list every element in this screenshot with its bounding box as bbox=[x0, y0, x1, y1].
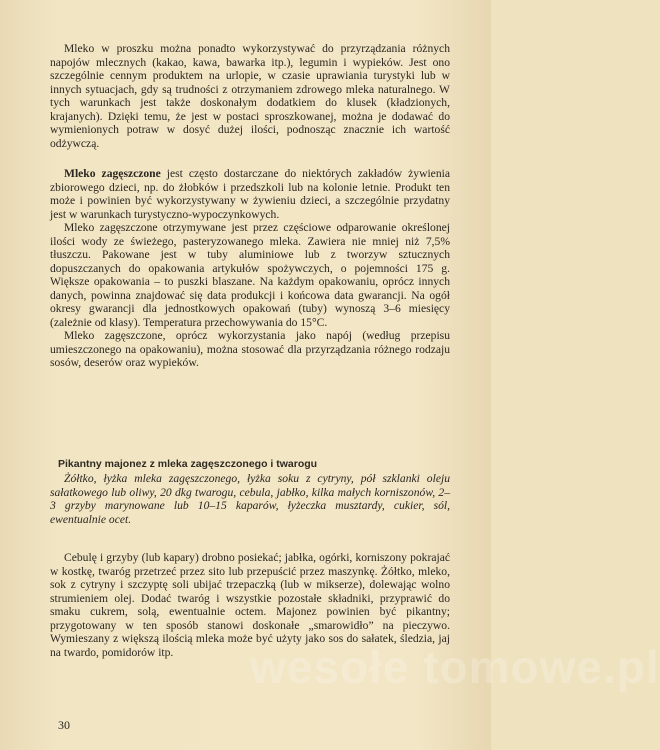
recipe-method: Cebulę i grzyby (lub kapary) drobno posiekać; jabłka, ogórki, korniszony pokrajać w kostkę, twaróg przetrzeć przez sito lub przepuścić przez maszynkę. Żółtko, mleko, sok z cytryny i szczyptę soli ubijać trzepaczką (lub w mikserze), dolewając wolno strumieniem olej. Dodać twaróg i wszystkie pozostałe składniki, przyprawić do smaku cukrem, solą, ewentualnie octem. Majonez powinien być pikantny; przygotowany w ten sposób stanowi doskonałe „smarowidło” na pieczywo. Wymieszany z większą ilością mleka może być użyty jako sos do sałatek, śledzia, jaj na twardo, pomidorów itp. bbox=[50, 551, 450, 659]
condensed-paragraph-2: Mleko zagęszczone otrzymywane jest przez częściowe odparowanie określonej ilości wody ze świeżego, pasteryzowanego mleka. Zawiera nie mniej niż 7,5% tłuszczu. Pakowane jest w tuby aluminiowe lub z tworzyw sztucznych dopuszczanych do opakowania artykułów spożywczych, o pojemności 175 g. Większe opakowania – to puszki blaszane. Na każdym opakowaniu, oprócz innych danych, powinna znajdować się data produkcji i końcowa data gwarancji. Na ogół okresy gwarancji dla jednostkowych opakowań (tuby) wynoszą 3–6 miesięcy (zależnie od klasy). Temperatura przechowywania do 15°C. bbox=[50, 221, 450, 329]
page-number: 30 bbox=[58, 718, 70, 732]
recipe-ingredients-section bbox=[50, 472, 450, 526]
intro-paragraph: Mleko w proszku można ponadto wykorzystywać do przyrządzania różnych napojów mlecznych (kakao, kawa, bawarka itp.), legumin i wypieków. Jest ono szczególnie cennym produktem na urlopie, w czasie uprawiania turystyki lub w innych sytuacjach, gdy są trudności z otrzymaniem zdrowego mleka naturalnego. W tych warunkach jest także doskonałym dodatkiem do klusek (kładzionych, krajanych). Dzięki temu, że jest w postaci sproszkowanej, można je dodawać do wymienionych potraw w dosyć dużej ilości, podnosząc znacznie ich wartość odżywczą. bbox=[50, 42, 450, 150]
intro-section bbox=[50, 42, 450, 150]
watermark: wesołe tomowe.pl bbox=[250, 641, 660, 693]
condensed-milk-section bbox=[50, 167, 450, 370]
condensed-paragraph-1-text: jest często dostarczane do niektórych zakładów żywienia zbiorowego dzieci, np. do żłobków i przedszkoli lub na kolonie letnie. Produkt ten może i powinien być wykorzystywany w żywieniu dzieci, a szczególnie przydatny jest w warunkach turystyczno-wypoczynkowych. bbox=[50, 167, 450, 221]
condensed-paragraph-1 bbox=[50, 167, 450, 221]
condensed-milk-term: Mleko zagęszczone bbox=[64, 167, 161, 180]
recipe-title: Pikantny majonez z mleka zagęszczonego i twarogu bbox=[58, 458, 318, 470]
condensed-paragraph-3: Mleko zagęszczone, oprócz wykorzystania jako napój (według przepisu umieszczonego na opakowaniu), można stosować dla przyrządzania różnego rodzaju sosów, deserów oraz wypieków. bbox=[50, 329, 450, 369]
recipe-ingredients: Żółtko, łyżka mleka zagęszczonego, łyżka soku z cytryny, pół szklanki oleju sałatkowego lub oliwy, 20 dkg twarogu, cebula, jabłko, kilka małych korniszonów, 2–3 grzyby marynowane lub 10–15 kaparów, łyżeczka musztardy, cukier, sól, ewentualnie ocet. bbox=[50, 472, 450, 526]
